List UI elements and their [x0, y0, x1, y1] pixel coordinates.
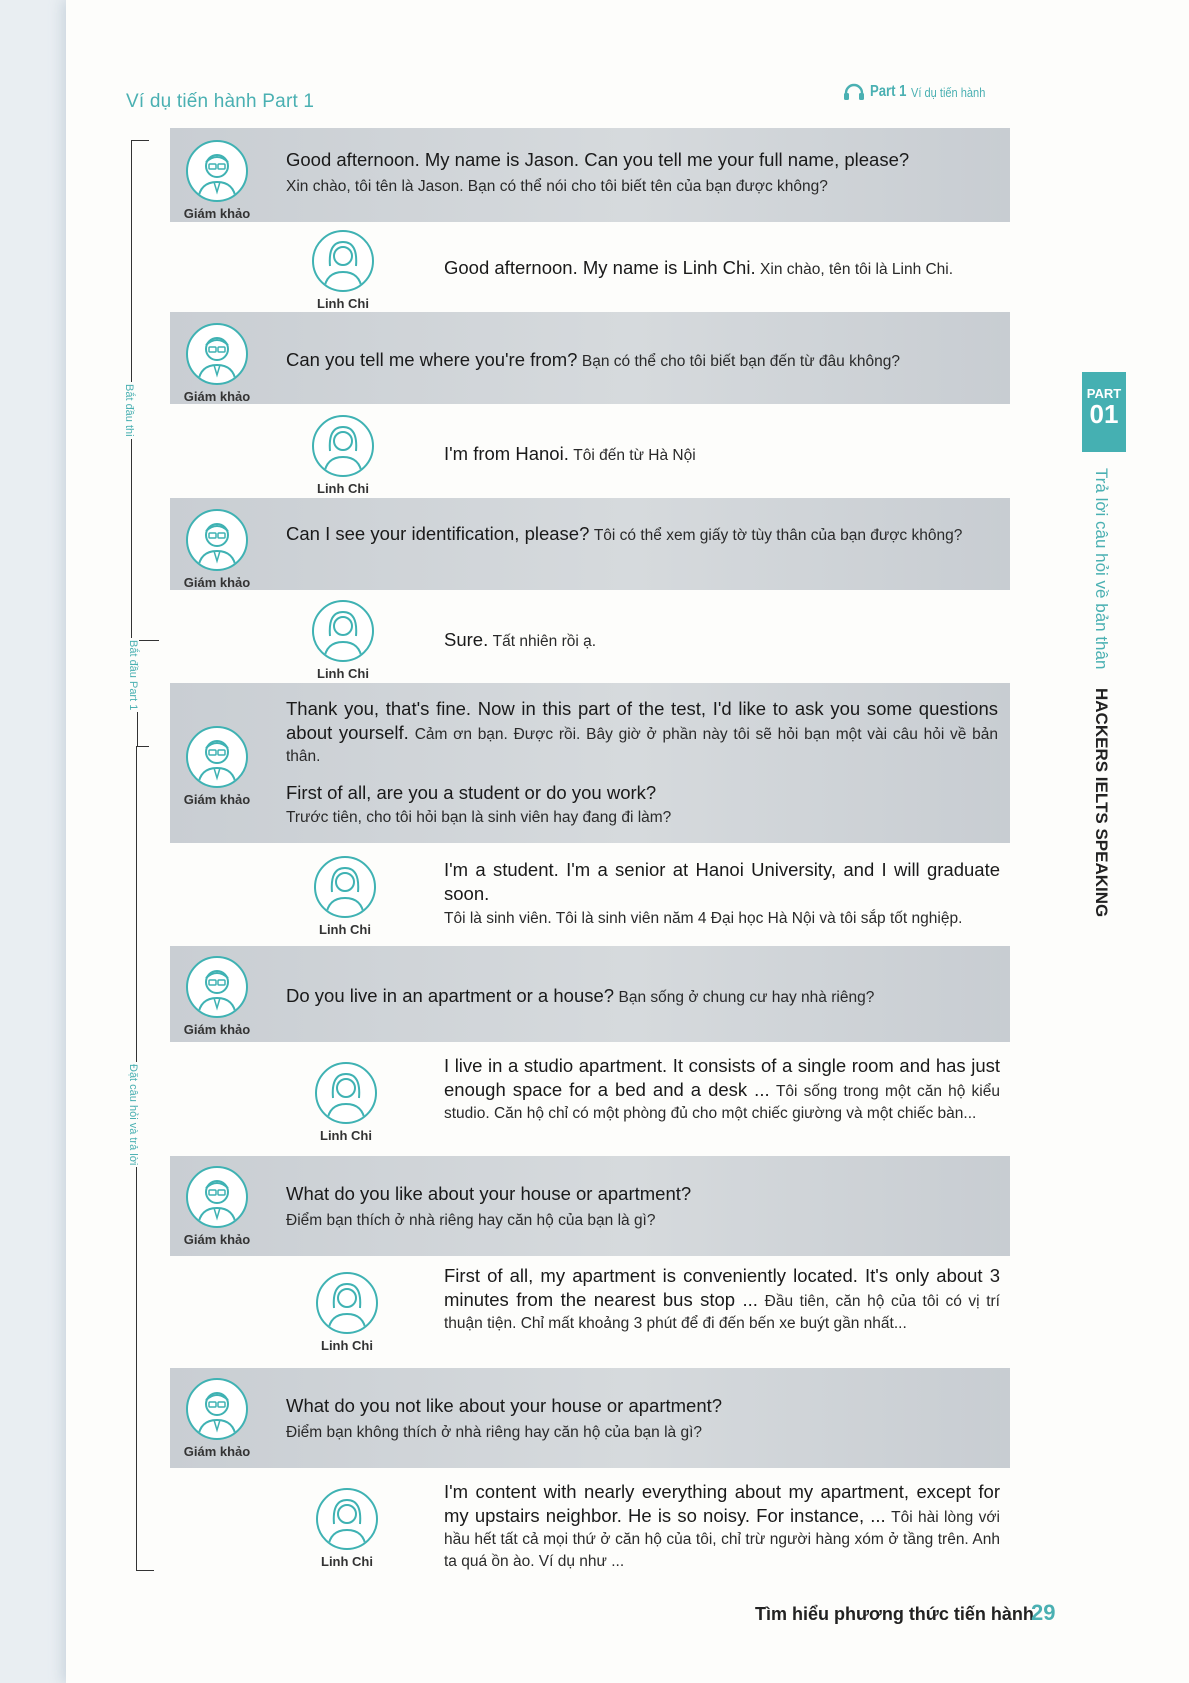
footer-text: Tìm hiểu phương thức tiến hành [755, 1604, 1034, 1624]
examiner-question-row [170, 683, 1010, 843]
running-sub-label: Ví dụ tiến hành [911, 84, 986, 100]
stage-label-start-exam: Bắt đầu thi [123, 384, 135, 437]
examiner-avatar-icon [186, 323, 248, 385]
examiner-avatar-icon [186, 726, 248, 788]
answer-vietnamese: Đầu tiên, căn hộ của tôi có vị trí thuận tiện. Chỉ mất khoảng 3 phút để đi đến bến xe buýt gần nhất... [444, 1293, 1000, 1332]
answer-vietnamese: Tất nhiên rồi ạ. [492, 633, 597, 650]
question-english: Can you tell me where you're from? [286, 349, 578, 370]
brand-label [1091, 688, 1111, 917]
examiner-name: Giám khảo [183, 1232, 251, 1247]
answer-vietnamese: Xin chào, tên tôi là Linh Chi. [760, 261, 954, 278]
question-vietnamese: Trước tiên, cho tôi hỏi bạn là sinh viên hay đang đi làm? [286, 809, 672, 826]
examiner-speaker [182, 509, 252, 590]
question-vietnamese: Điểm bạn thích ở nhà riêng hay căn hộ của bạn là gì? [286, 1212, 656, 1229]
question-vietnamese: Tôi có thể xem giấy tờ tùy thân của bạn được không? [593, 527, 963, 544]
question-vietnamese: Bạn có thể cho tôi biết bạn đến từ đâu không? [581, 353, 900, 370]
question-vietnamese: Điểm bạn không thích ở nhà riêng hay căn hộ của bạn là gì? [286, 1424, 703, 1441]
examiner-speaker [182, 1378, 252, 1459]
answer-vietnamese: Tôi hài lòng với hầu hết tất cả mọi thứ ở căn hộ của tôi, chỉ trừ người hàng xóm ở tầng trên. Anh ta quá ồn ào. Ví dụ như ... [444, 1509, 1000, 1570]
question-english: Do you live in an apartment or a house? [286, 985, 615, 1006]
examiner-speaker [182, 956, 252, 1037]
answer-english: First of all, my apartment is conveniently located. It's only about 3 minutes from the nearest bus stop ... [444, 1265, 1000, 1310]
part-tab [1082, 372, 1126, 452]
question-english: First of all, are you a student or do you work? [286, 782, 657, 803]
brand-suffix: SPEAKING [1092, 828, 1111, 918]
candidate-avatar-icon [312, 230, 374, 292]
chapter-side-label [1091, 468, 1111, 917]
candidate-name: Linh Chi [321, 1338, 373, 1353]
candidate-name: Linh Chi [317, 296, 369, 311]
examiner-name: Giám khảo [183, 575, 251, 590]
answer-vietnamese: Tôi đến từ Hà Nội [573, 447, 696, 464]
question-english: Can I see your identification, please? [286, 523, 590, 544]
question-english: What do you like about your house or apartment? [286, 1183, 692, 1204]
candidate-speaker [312, 1272, 382, 1353]
examiner-speaker [182, 323, 252, 404]
examiner-question-row [170, 946, 1010, 1042]
candidate-name: Linh Chi [317, 481, 369, 496]
examiner-name: Giám khảo [183, 389, 251, 404]
answer-vietnamese: Tôi là sinh viên. Tôi là sinh viên năm 4 Đại học Hà Nội và tôi sắp tốt nghiệp. [444, 910, 963, 927]
candidate-speaker [310, 856, 380, 937]
question-vietnamese: Cảm ơn bạn. Được rồi. Bây giờ ở phần này tôi sẽ hỏi bạn một vài câu hỏi về bản thân. [286, 726, 998, 765]
examiner-speaker [182, 726, 252, 807]
examiner-avatar-icon [186, 1166, 248, 1228]
candidate-avatar-icon [312, 415, 374, 477]
candidate-avatar-icon [314, 856, 376, 918]
candidate-name: Linh Chi [320, 1128, 372, 1143]
candidate-avatar-icon [312, 600, 374, 662]
question-vietnamese: Bạn sống ở chung cư hay nhà riêng? [618, 989, 875, 1006]
examiner-name: Giám khảo [183, 206, 251, 221]
candidate-speaker [308, 600, 378, 681]
answer-vietnamese: Tôi sống trong một căn hộ kiểu studio. Căn hộ chỉ có một phòng đủ cho một chiếc giường và một chiếc bàn... [444, 1083, 1000, 1122]
part-tab-label: PART [1086, 386, 1122, 401]
examiner-name: Giám khảo [183, 1444, 251, 1459]
question-english: What do you not like about your house or apartment? [286, 1395, 723, 1416]
brand-bold: IELTS [1092, 776, 1111, 824]
headphones-icon [843, 83, 865, 101]
answer-english: I'm a student. I'm a senior at Hanoi University, and I will graduate soon. [444, 859, 1000, 904]
examiner-avatar-icon [186, 140, 248, 202]
examiner-name: Giám khảo [183, 792, 251, 807]
examiner-avatar-icon [186, 509, 248, 571]
examiner-avatar-icon [186, 956, 248, 1018]
candidate-avatar-icon [315, 1062, 377, 1124]
chapter-title: Trả lời câu hỏi về bản thân [1092, 468, 1111, 670]
answer-english: Sure. [444, 629, 489, 650]
brand-prefix: HACKERS [1092, 688, 1111, 773]
examiner-question-row [170, 312, 1010, 404]
examiner-name: Giám khảo [183, 1022, 251, 1037]
examiner-question-row [170, 1156, 1010, 1256]
candidate-avatar-icon [316, 1272, 378, 1334]
candidate-speaker [308, 230, 378, 311]
candidate-speaker [308, 415, 378, 496]
examiner-question-row [170, 1368, 1010, 1468]
stage-label-qa: Đặt câu hỏi và trả lời [127, 1064, 139, 1166]
candidate-speaker [311, 1062, 381, 1143]
examiner-speaker [182, 1166, 252, 1247]
page-number: 29 [1031, 1600, 1056, 1625]
answer-english: I'm from Hanoi. [444, 443, 569, 464]
examiner-question-row [170, 128, 1010, 222]
candidate-avatar-icon [316, 1488, 378, 1550]
stage-label-start-part1: Bắt đầu Part 1 [127, 640, 139, 711]
question-vietnamese: Xin chào, tôi tên là Jason. Bạn có thể nói cho tôi biết tên của bạn được không? [286, 178, 828, 195]
examiner-avatar-icon [186, 1378, 248, 1440]
candidate-name: Linh Chi [321, 1554, 373, 1569]
answer-english: I'm content with nearly everything about my apartment, except for my upstairs neighbor. He is so noisy. For instance, ... [444, 1481, 1000, 1526]
answer-english: I live in a studio apartment. It consists of a single room and has just enough space for a bed and a desk ... [444, 1055, 1000, 1100]
section-title: Ví dụ tiến hành Part 1 [126, 91, 315, 112]
question-english: Good afternoon. My name is Jason. Can you tell me your full name, please? [286, 149, 910, 170]
question-english: Thank you, that's fine. Now in this part of the test, I'd like to ask you some questions about yourself. [286, 698, 998, 743]
answer-english: Good afternoon. My name is Linh Chi. [444, 257, 756, 278]
running-header [843, 83, 999, 101]
candidate-name: Linh Chi [319, 922, 371, 937]
examiner-question-row [170, 498, 1010, 590]
part-tab-number: 01 [1089, 399, 1119, 429]
candidate-name: Linh Chi [317, 666, 369, 681]
running-part-label: Part 1 [870, 83, 907, 100]
examiner-speaker [182, 140, 252, 221]
candidate-speaker [312, 1488, 382, 1569]
